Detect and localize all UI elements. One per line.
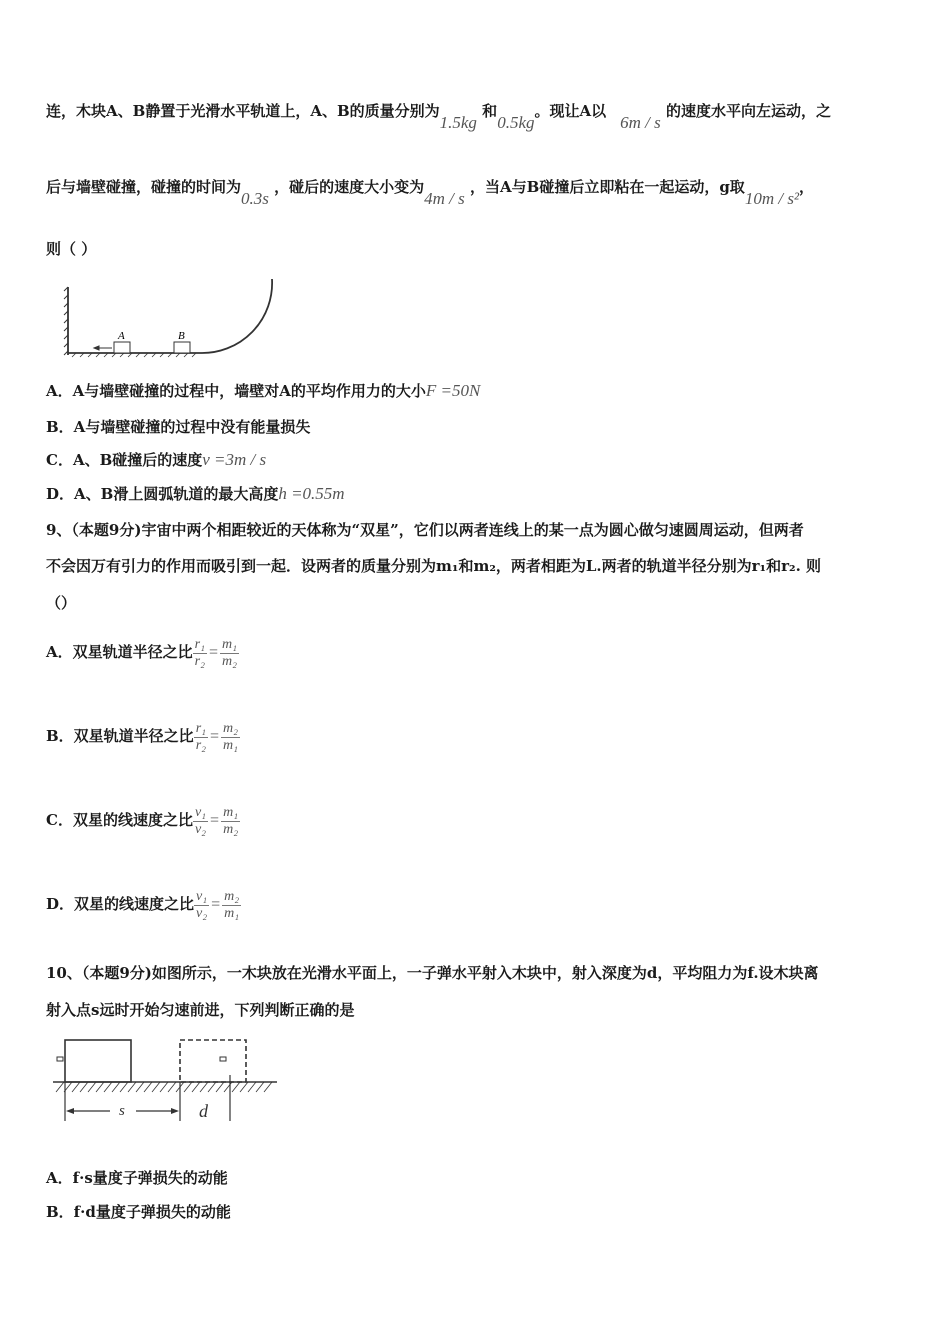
q9-option-d[interactable]: D．双星的线速度之比 $\frac{\text{v₁}}{\text{v₂}}$ = $\frac{\text{m₂}}{\text{m₁}}$ (46, 888, 240, 921)
q9-option-c[interactable]: C．双星的线速度之比 $\frac{\text{v₁}}{\text{v₂}}$ = $\frac{\text{m₁}}{\text{m₂}}$ (46, 804, 239, 837)
fraction: $\frac{\text{v₁}}{\text{v₂}}$ (194, 804, 207, 837)
q9-line-3: （） (46, 594, 77, 612)
initial-speed: 6m / s (620, 113, 661, 132)
q8-text: ， (799, 178, 815, 196)
q8-option-b[interactable] (46, 417, 310, 437)
option-text: B．A与墙壁碰撞的过程中没有能量损失 (46, 418, 311, 436)
q10-line-1: 10、（本题9分)如图所示，一木块放在光滑水平面上，一子弹水平射入木块中，射入深度为d，平均阻力为f.设木块离 (46, 964, 819, 982)
q8-text: ，碰后的速度大小变为 (274, 178, 425, 196)
q8-text: 后与墙壁碰撞，碰撞的时间为 (46, 178, 242, 196)
option-math: v =3m / s (202, 450, 267, 469)
q8-text: 的速度水平向左运动，之 (665, 102, 831, 120)
label-a: A (118, 330, 125, 342)
label-b: B (178, 330, 185, 342)
mass-a: 1.5kg (439, 113, 477, 132)
q10-line-2: 射入点s远时开始匀速前进，下列判断正确的是 (46, 1001, 355, 1019)
q8-option-a[interactable] (46, 381, 480, 401)
q9-line-1: 9、（本题9分)宇宙中两个相距较近的天体称为“双星”，它们以两者连线上的某一点为圆心做匀速圆周运动，但两者 (46, 521, 804, 539)
option-text: A．双星轨道半径之比 (46, 643, 193, 661)
q8-text: 连，木块A、B静置于光滑水平轨道上，A、B的质量分别为 (46, 102, 440, 120)
option-text: C．双星的线速度之比 (46, 811, 193, 829)
q8-option-d[interactable] (46, 484, 345, 504)
option-text: B．双星轨道半径之比 (46, 727, 194, 745)
option-text: D．A、B滑上圆弧轨道的最大高度 (46, 485, 279, 503)
q8-line-2 (46, 177, 815, 208)
q8-option-c[interactable] (46, 450, 266, 470)
q8-text: 和 (482, 102, 498, 120)
q10-option-b[interactable]: B．f·d量度子弹损失的动能 (46, 1203, 231, 1221)
q8-text: ，当A与B碰撞后立即粘在一起运动，g取 (470, 178, 745, 196)
option-text: A．A与墙壁碰撞的过程中，墙壁对A的平均作用力的大小 (46, 382, 426, 400)
q9-line-2: 不会因万有引力的作用而吸引到一起．设两者的质量分别为m₁和m₂，两者相距为L.两者的轨道半径分别为r₁和r₂. 则 (46, 557, 822, 575)
gravity-value: 10m / s² (744, 189, 800, 208)
q8-text: 。现让A以 (534, 102, 607, 120)
rebound-speed: 4m / s (424, 189, 465, 208)
track-figure (60, 275, 280, 361)
fraction: $\frac{\text{m₁}}{\text{m₂}}$ (223, 804, 239, 837)
option-text: D．双星的线速度之比 (46, 895, 195, 913)
fraction: $\frac{\text{m₁}}{\text{m₂}}$ (222, 636, 237, 669)
option-math: h =0.55m (278, 484, 345, 503)
q8-line-1 (46, 101, 831, 132)
label-d: d (199, 1101, 208, 1121)
label-s: s (119, 1103, 125, 1119)
bullet-block-figure (50, 1035, 280, 1127)
mass-b: 0.5kg (497, 113, 535, 132)
q9-option-b[interactable]: B．双星轨道半径之比 $\frac{\text{r₁}}{\text{r₂}}$ = $\frac{\text{m₂}}{\text{m₁}}$ (46, 720, 239, 753)
option-math: F =50N (425, 381, 481, 400)
option-text: C．A、B碰撞后的速度 (46, 451, 203, 469)
fraction: $\frac{\text{m₂}}{\text{m₁}}$ (223, 720, 239, 753)
fraction: $\frac{\text{r₁}}{\text{r₂}}$ (195, 720, 207, 753)
fraction: $\frac{\text{v₁}}{\text{v₂}}$ (196, 888, 208, 921)
q9-option-a[interactable]: A．双星轨道半径之比 $\frac{\text{r₁}}{\text{r₂}}$ = $\frac{\text{m₁}}{\text{m₂}}$ (46, 636, 237, 669)
fraction: $\frac{\text{r₁}}{\text{r₂}}$ (194, 636, 205, 669)
fraction: $\frac{\text{m₂}}{\text{m₁}}$ (224, 888, 240, 921)
collision-time: 0.3s (241, 189, 269, 208)
q10-option-a[interactable]: A．f·s量度子弹损失的动能 (46, 1169, 228, 1187)
q8-line-3: 则（ ） (46, 240, 97, 258)
